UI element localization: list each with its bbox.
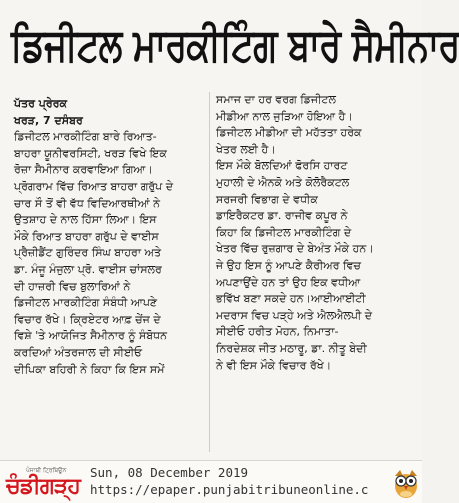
article-line: ਮਦਰਾਸ ਵਿਚ ਪੜ੍ਹੇ ਅਤੇ ਐਲਐਲਪੀ ਦੇ (216, 308, 373, 322)
article-dateline: ਖਰੜ, 7 ਦਸੰਬਰ (14, 113, 83, 127)
article-line: ਡਿਜੀਟਲ ਮੀਡੀਆ ਦੀ ਮਹੱਤਤਾ ਹਰੇਕ (216, 126, 362, 140)
article-line: ਇਸ ਮੌਕੇ ਬੋਲਦਿਆਂ ਫੋਰਸਿ ਹਾਰਟ (216, 159, 348, 173)
article-line: ਅਪਣਾਉਂਦੇ ਹਨ ਤਾਂ ਉਹ ਇਕ ਵਧੀਆ (216, 275, 361, 289)
article-line: ਪ੍ਰੋਗਰਾਮ ਵਿੱਚ ਰਿਆਤ ਬਾਹਰਾ ਗਰੁੱਪ ਦੇ (14, 179, 174, 193)
article-line: ਉਤਸ਼ਾਹ ਦੇ ਨਾਲ ਹਿੱਸਾ ਲਿਆ। ਇਸ (14, 213, 157, 227)
article-byline: ਪੱਤਰ ਪ੍ਰੇਰਕ (14, 97, 68, 110)
article-line: ਮੌਕੇ ਰਿਆਤ ਬਾਹਰਾ ਗਰੁੱਪ ਦੇ ਵਾਈਸ (14, 229, 159, 243)
article-line: ਨਿਰਦੇਸ਼ਕ ਜੀਤ ਮਠਾਰੂ, ਡਾ. ਨੀਤੂ ਬੇਦੀ (216, 341, 367, 355)
article-text-right (216, 92, 416, 374)
article-line: ਵਿਸ਼ੇ 'ਤੇ ਆਯੋਜਿਤ ਸੈਮੀਨਾਰ ਨੂੰ ਸੰਬੋਧਨ (14, 329, 167, 343)
article-line: ਕਿਹਾ ਕਿ ਡਿਜੀਟਲ ਮਾਰਕੀਟਿੰਗ ਦੇ (216, 225, 352, 239)
newspaper-logo (6, 467, 84, 499)
article-line: ਖੇਤਰ ਵਿੱਚ ਰੁਜ਼ਗਾਰ ਦੇ ਬੇਅੰਤ ਮੌਕੇ ਹਨ। (216, 242, 374, 256)
article-line: ਸੀਈਓ ਹਰੀਤ ਮੋਹਨ, ਨਿਮਾਤਾ- (216, 325, 339, 339)
logo-edition: ਚੰਡੀਗੜ੍ਹ (6, 474, 80, 499)
article-line: ਸਰਜਰੀ ਵਿਭਾਗ ਦੇ ਵਧੀਕ (216, 192, 318, 206)
article-column-left (14, 92, 205, 378)
article-column-right (216, 92, 416, 374)
article-line: ਜੇ ਉਹ ਇਸ ਨੂੰ ਆਪਣੇ ਕੈਰੀਅਰ ਵਿਚ (216, 258, 361, 272)
article-line: ਸਮਾਜ ਦਾ ਹਰ ਵਰਗ ਡਿਜੀਟਲ (216, 93, 336, 106)
article-line: ਕਰਦਿਆਂ ਅੰਤਰਜਾਲ ਦੀ ਸੀਈਓ (14, 345, 143, 359)
article-line: ਖੇਤਰ ਲਈ ਹੈ। (216, 142, 276, 156)
article-line: ਦੀ ਹਾਜ਼ਰੀ ਵਿਚ ਬੁਲਾਰਿਆਂ ਨੇ (14, 279, 131, 293)
article-line: ਡਿਜੀਟਲ ਮਾਰਕੀਟਿੰਗ ਬਾਰੇ ਰਿਆਤ- (14, 130, 157, 144)
article-line: ਨੇ ਵੀ ਇਸ ਮੌਕੇ ਵਿਚਾਰ ਰੱਖੇ। (216, 358, 332, 372)
article-line: ਦੀਪਿਕਾ ਬਹਿਰੀ ਨੇ ਕਿਹਾ ਕਿ ਇਸ ਸਮੇਂ (14, 362, 165, 376)
logo-tagline: ਪੰਜਾਬੀ ਟ੍ਰਿਬਿਊਨ (26, 467, 67, 474)
article-line: ਮੀਡੀਆ ਨਾਲ ਜੁੜਿਆ ਹੋਇਆ ਹੈ। (216, 109, 353, 123)
epaper-meta (90, 464, 390, 498)
article-line: ਰੋਜ਼ਾ ਸੈਮੀਨਾਰ ਕਰਵਾਇਆ ਗਿਆ। (14, 163, 153, 177)
article-line: ਡਿਜੀਟਲ ਮਾਰਕੀਟਿੰਗ ਸੰਬੰਧੀ ਆਪਣੇ (14, 296, 158, 310)
article-headline: ਡਿਜੀਟਲ ਮਾਰਕੀਟਿੰਗ ਬਾਰੇ ਸੈਮੀਨਾਰ (10, 18, 459, 71)
owl-icon (392, 467, 420, 499)
article-line: ਵਿਚਾਰ ਰੱਖੇ। ਕ੍ਰਿਏਟਰ ਆਫ਼ ਚੇਂਜ ਦੇ (14, 312, 161, 326)
article-text-left (14, 129, 205, 378)
article-line: ਬਾਹਰਾ ਯੂਨੀਵਰਸਿਟੀ, ਖਰੜ ਵਿਖੇ ਇਕ (14, 146, 167, 160)
epaper-url[interactable]: https://epaper.punjabitribuneonline.c (90, 482, 369, 497)
column-divider (209, 92, 210, 452)
edition-date: Sun, 08 December 2019 (90, 465, 249, 480)
article-line: ਪ੍ਰੈਜ਼ੀਡੈਂਟ ਗੁਰਿੰਦਰ ਸਿੰਘ ਬਾਹਰਾ ਅਤੇ (14, 246, 161, 260)
article-line: ਡਾਇਰੈਕਟਰ ਡਾ. ਰਾਜੀਵ ਕਪੂਰ ਨੇ (216, 209, 348, 223)
epaper-footer (0, 460, 422, 503)
article-line: ਭਵਿੱਖ ਬਣਾ ਸਕਦੇ ਹਨ।ਆਈਆਈਟੀ (216, 292, 366, 306)
article-line: ਚਾਰ ਸੌ ਤੋਂ ਵੀ ਵੱਧ ਵਿਦਿਆਰਥੀਆਂ ਨੇ (14, 196, 160, 210)
article-line: ਮੁਹਾਲੀ ਦੇ ਐਨਕੋ ਅਤੇ ਕੋਲੋਰੈਕਟਲ (216, 175, 350, 189)
article-line: ਡਾ. ਮੰਜੂ ਮੰਜੁਲਾ ਪ੍ਰੋ. ਵਾਈਸ ਚਾਂਸਲਰ (14, 262, 162, 276)
